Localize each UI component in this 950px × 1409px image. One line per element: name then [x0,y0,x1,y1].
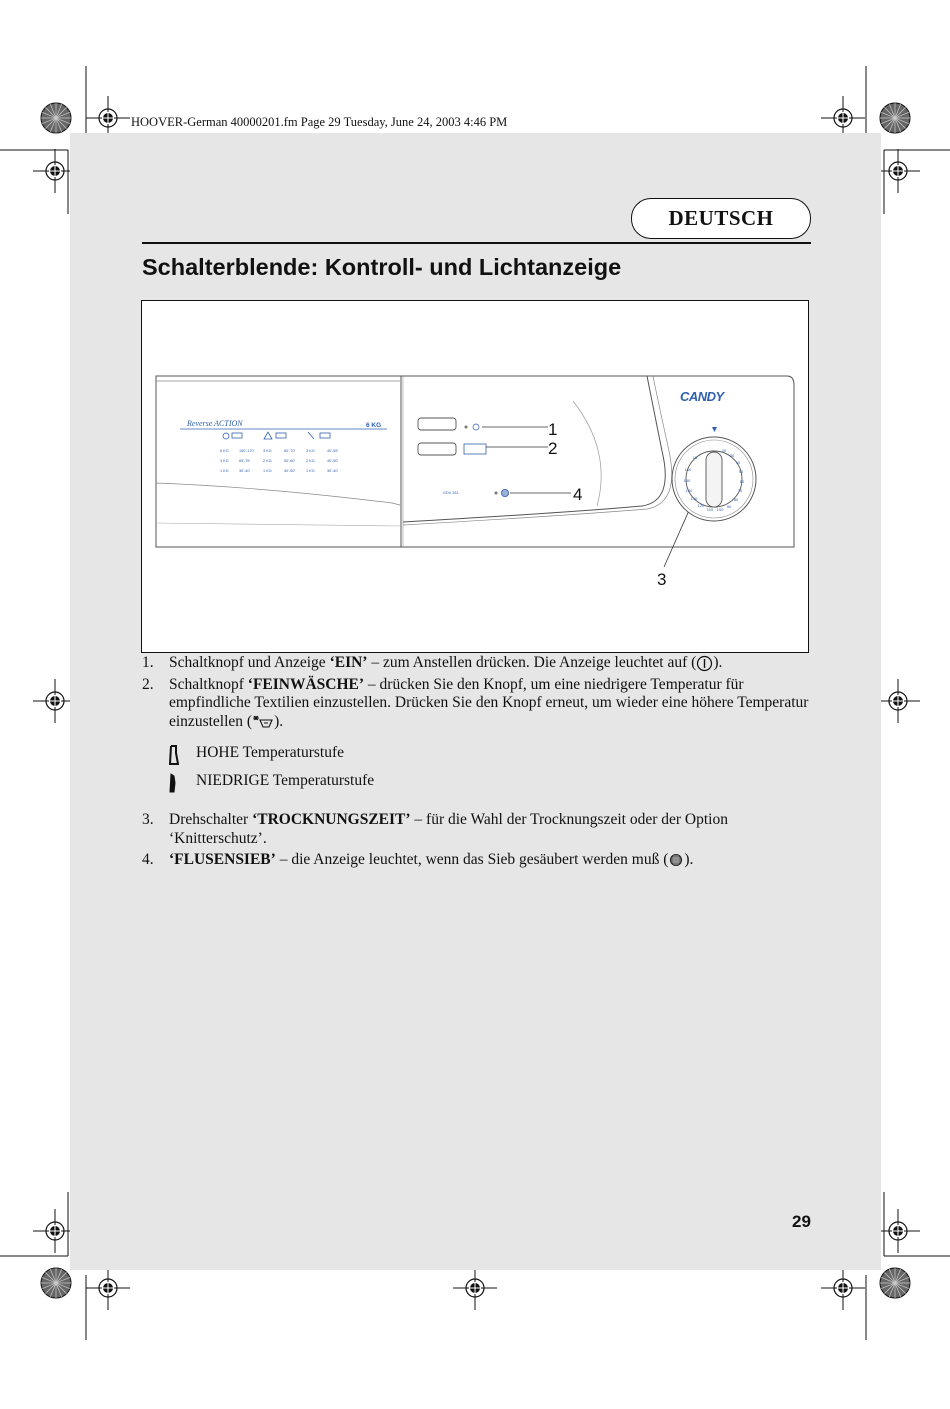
low-temperature-icon [169,773,179,793]
page-title: Schalterblende: Kontroll- und Lichtanzeige [142,254,622,280]
dial-mark: 130 [690,496,698,501]
table-cell: 30'-40' [239,469,251,473]
item-text: Schaltknopf und Anzeige [169,654,330,671]
table-cell: 2 KG [263,459,272,463]
item-text: Schaltknopf [169,675,248,693]
delicate-button [418,443,456,455]
filter-lamp [501,489,508,496]
feature-list [142,654,822,870]
list-item [142,676,822,732]
callout-1: 1 [548,420,558,439]
table-cell: 60'-70' [284,449,296,453]
table-cell: 6 KG [220,449,229,453]
dial-mark: 150 [683,478,691,483]
dial-mark: 80 [733,497,739,502]
lint-filter-icon [668,853,684,867]
model-label: GDV 261 [443,491,459,495]
dial-mark: 50 [738,469,744,474]
temperature-option-low [142,767,822,795]
brand-logo: CANDY [680,389,724,404]
dial-mark: 100 [716,507,724,512]
dial-mark: 120 [697,503,705,508]
title-rule [142,242,811,244]
dial-mark: 70 [737,488,743,493]
control-panel-figure [141,300,809,653]
item-keyword: ‘TROCKNUNGSZEIT’ [252,811,411,828]
item-keyword: ‘FEINWÄSCHE’ [247,675,365,693]
table-cell: 1 KG [220,469,229,473]
item-number: 2. [142,675,154,693]
temperature-label: NIEDRIGE Temperaturstufe [196,772,375,789]
dial-mark: 90 [726,504,732,509]
on-button [418,418,456,430]
callout-3: 3 [657,570,667,589]
table-cell: 40'-50' [327,459,339,463]
page-number: 29 [792,1212,811,1231]
list-item [142,851,822,870]
item-text: ). [713,654,723,671]
table-cell: 30'-40' [327,469,339,473]
item-keyword: ‘FLUSENSIEB’ [169,851,276,868]
control-panel-drawing [142,301,808,652]
delicate-temperature-icon [252,714,274,730]
item-text: – drücken Sie den Knopf, um eine niedrigere Temperatur für empfindliche Textilien einzustellen. Drücken Sie den Knopf erneut, um wieder eine höhere Temperatur einzustellen ( [169,675,809,730]
temperature-label: HOHE Temperaturstufe [196,744,344,761]
dial-mark: 40 [735,460,741,465]
power-indicator-icon [696,655,713,672]
capacity-label: 6 KG [366,422,382,429]
language-tab: DEUTSCH [631,198,811,239]
dial-mark: 140 [685,488,693,493]
item-number: 4. [142,851,154,868]
list-item [142,811,822,848]
item-number: 3. [142,811,154,828]
item-text: ). [684,851,694,868]
item-text: – zum Anstellen drücken. Die Anzeige leuchtet auf ( [367,654,697,671]
table-cell: 2 KG [306,459,315,463]
item-text: – die Anzeige leuchtet, wenn das Sieb gesäubert werden muß ( [275,851,669,868]
table-cell: 3 KG [263,449,272,453]
table-cell: 40'-55' [327,449,339,453]
panel-logo: Reverse ACTION [187,419,243,428]
high-temperature-icon [169,745,179,765]
item-text: ). [274,712,284,730]
item-number: 1. [142,654,154,671]
table-cell: 50'-60' [284,459,296,463]
dial-mark: 20 [721,448,727,453]
item-text: – für die Wahl der Trocknungszeit oder der Option ‘Knitterschutz’. [169,811,728,847]
dial-mark: 110 [706,507,714,512]
print-header: HOOVER-German 40000201.fm Page 29 Tuesday, June 24, 2003 4:46 PM [131,115,508,129]
table-cell: 150'-170' [239,449,255,453]
item-text: Drehschalter [169,811,253,828]
table-cell: 1 KG [306,469,315,473]
temperature-option-high [142,739,822,767]
callout-4: 4 [573,485,583,504]
table-cell: 3 KG [220,459,229,463]
dial-mark: 10 [692,455,698,460]
table-cell: 40'-50' [284,469,296,473]
table-cell: 1 KG [263,469,272,473]
table-cell: 3 KG [306,449,315,453]
list-item [142,654,822,673]
dial-mark: 30 [729,453,735,458]
callout-2: 2 [548,439,558,458]
dial-mark: 60 [739,479,745,484]
item-keyword: ‘EIN’ [329,654,368,671]
table-cell: 65'-75' [239,459,251,463]
dial-mark: 160 [684,467,692,472]
